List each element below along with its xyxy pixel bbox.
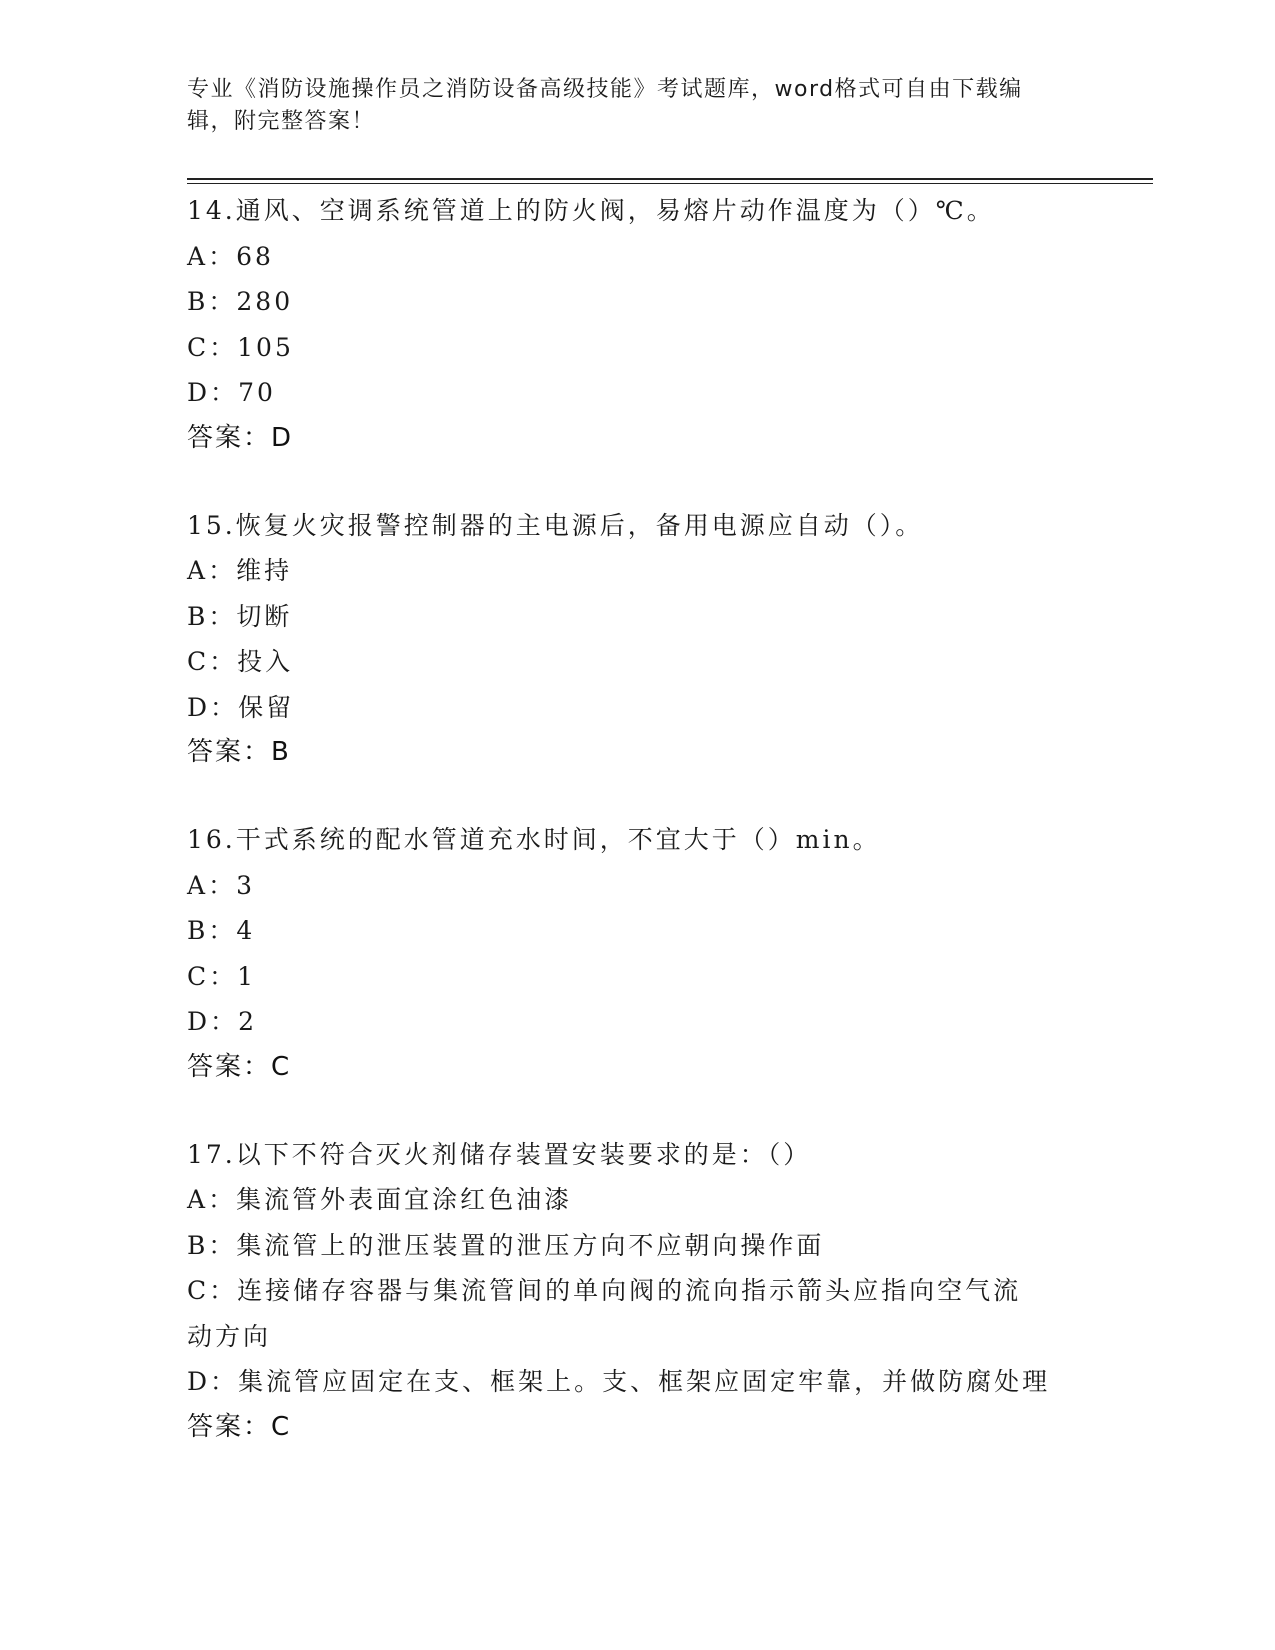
option-text: 集流管外表面宜涂红色油漆 [236,1185,573,1214]
option-text: 1 [237,961,257,991]
option-letter: D [187,378,211,407]
answer-label: 答案：D [187,422,294,453]
question-15 [187,503,1087,776]
option-a: A：3 [187,870,255,900]
question-17 [187,1132,1087,1450]
question-16 [187,817,1087,1090]
option-a: A：68 [187,241,274,271]
option-c: C：1 [187,961,257,991]
option-text: 4 [236,916,256,945]
option-letter: C [187,647,210,676]
question-stem: 16.干式系统的配水管道充水时间，不宜大于（）min。 [187,825,881,854]
header-divider-thick [187,178,1153,180]
option-text: 70 [238,378,276,407]
option-d: D：保留 [187,692,295,722]
option-letter: B [187,1230,209,1260]
option-text: 切断 [236,601,293,631]
question-stem: 17.以下不符合灭火剂储存装置安装要求的是：（） [187,1139,812,1169]
option-c: C：投入 [187,647,294,676]
option-text: 280 [236,287,294,316]
option-letter: B [187,916,209,945]
question-stem: 15.恢复火灾报警控制器的主电源后，备用电源应自动（）。 [187,510,924,540]
header-divider-thin [187,183,1153,184]
option-b: B：切断 [187,601,293,631]
option-text: 连接储存容器与集流管间的单向阀的流向指示箭头应指向空气流动方向 [187,1276,1022,1351]
option-text: 集流管应固定在支、框架上。支、框架应固定牢靠，并做防腐处理 [238,1367,1051,1396]
option-letter: A [187,241,209,271]
option-letter: B [187,601,209,631]
option-b: B：集流管上的泄压装置的泄压方向不应朝向操作面 [187,1230,825,1260]
option-letter: D [187,1007,211,1036]
option-text: 维持 [236,556,293,585]
option-letter: B [187,287,209,316]
option-c: C：105 [187,332,294,362]
option-letter: A [187,556,209,585]
question-list [187,188,1087,1492]
option-d: D：2 [187,1007,257,1036]
option-letter: A [187,870,209,900]
option-letter: C [187,332,210,362]
question-14 [187,188,1087,461]
option-b: B：4 [187,916,256,945]
option-d: D：70 [187,378,276,407]
option-text: 105 [237,332,294,362]
option-c: C：连接储存容器与集流管间的单向阀的流向指示箭头应指向空气流动方向 [187,1276,1022,1351]
option-text: 2 [238,1007,257,1036]
question-stem: 14.通风、空调系统管道上的防火阀，易熔片动作温度为（）℃。 [187,196,995,225]
option-text: 投入 [237,647,294,676]
option-text: 3 [236,870,255,900]
option-d: D：集流管应固定在支、框架上。支、框架应固定牢靠，并做防腐处理 [187,1367,1051,1396]
answer-label: 答案：B [187,737,291,767]
option-letter: D [187,692,211,722]
option-letter: C [187,1276,210,1305]
option-letter: A [187,1185,209,1214]
option-a: A：维持 [187,556,293,585]
option-letter: D [187,1367,211,1396]
option-a: A：集流管外表面宜涂红色油漆 [187,1185,573,1214]
answer-label: 答案：C [187,1051,292,1082]
option-b: B：280 [187,287,294,316]
answer-label: 答案：C [187,1411,292,1442]
option-text: 集流管上的泄压装置的泄压方向不应朝向操作面 [236,1230,825,1260]
option-text: 68 [236,241,274,271]
option-text: 保留 [238,692,295,722]
option-letter: C [187,961,210,991]
document-header: 专业《消防设施操作员之消防设备高级技能》考试题库，word格式可自由下载编辑，附完整答案！ [187,77,1023,134]
